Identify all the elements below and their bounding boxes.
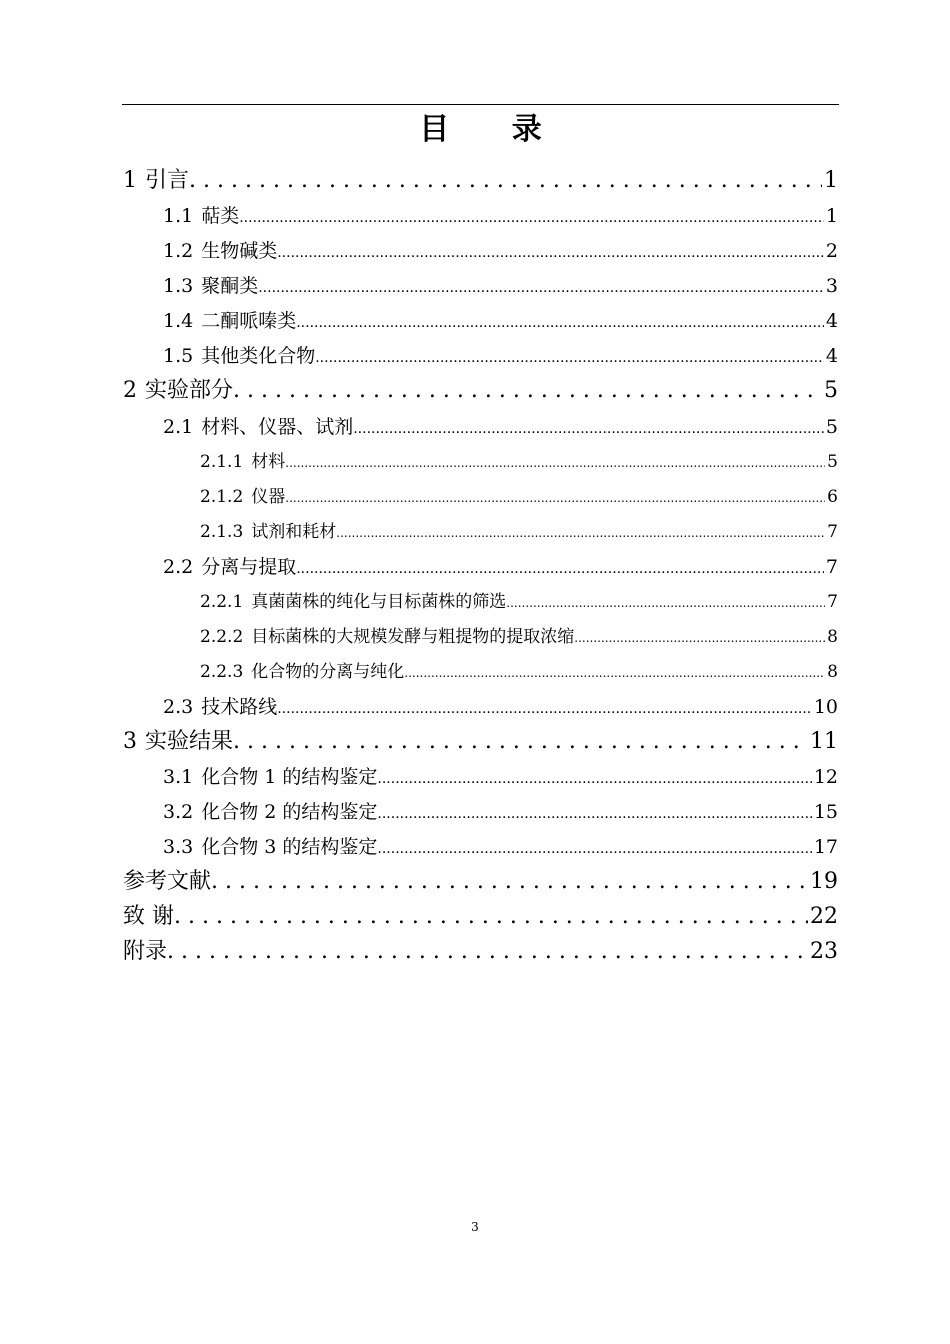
toc-entry-number: 2.3 <box>163 696 194 718</box>
toc-entry-label: 目标菌株的大规模发酵与粗提物的提取浓缩 <box>251 627 575 647</box>
toc-entry-label: 化合物的分离与纯化 <box>251 662 405 682</box>
toc-leader <box>377 796 811 830</box>
toc-entry-number: 2 <box>123 378 137 403</box>
toc-entry-number: 1.4 <box>163 310 194 332</box>
toc-leader <box>174 899 808 935</box>
toc-entry[interactable] <box>163 829 838 865</box>
toc-entry-label: 技术路线 <box>201 696 278 718</box>
toc-entry[interactable] <box>163 233 838 269</box>
toc-entry-page: 17 <box>813 836 838 858</box>
toc-entry-label: 实验结果 <box>145 729 234 754</box>
toc-entry-page: 5 <box>824 378 838 403</box>
toc-entry-label: 化合物 3 的结构鉴定 <box>201 836 378 858</box>
toc-entry[interactable] <box>123 373 838 409</box>
toc-entry[interactable] <box>163 303 838 339</box>
toc-entry-label: 真菌菌株的纯化与目标菌株的筛选 <box>251 592 507 612</box>
toc-leader <box>285 480 825 515</box>
toc-entry-label: 仪器 <box>251 487 286 507</box>
toc-entry[interactable] <box>163 549 838 585</box>
toc-entry-page: 2 <box>825 240 838 262</box>
toc-entry-number: 2.2 <box>163 556 194 578</box>
toc-entry-label: 附录 <box>123 939 168 964</box>
toc-leader <box>211 864 808 900</box>
toc-entry-number: 2.1.3 <box>200 522 244 542</box>
toc-entry-page: 1 <box>824 168 838 193</box>
toc-entry-page: 7 <box>825 556 838 578</box>
toc-entry-label: 材料、仪器、试剂 <box>201 416 354 438</box>
toc-entry-number: 2.2.2 <box>200 627 244 647</box>
toc-entry-number: 1.5 <box>163 345 194 367</box>
toc-entry[interactable] <box>200 514 838 550</box>
toc-entry-page: 22 <box>810 904 838 929</box>
toc-leader <box>233 724 808 760</box>
toc-entry-page: 8 <box>827 627 838 647</box>
toc-entry-number: 2.1 <box>163 416 194 438</box>
toc-entry[interactable] <box>163 198 838 234</box>
toc-entry-label: 其他类化合物 <box>201 345 316 367</box>
toc-entry-label: 生物碱类 <box>201 240 278 262</box>
toc-leader <box>353 411 824 445</box>
toc-entry[interactable] <box>123 724 838 760</box>
toc-entry-label: 二酮哌嗪类 <box>201 310 297 332</box>
toc-entry[interactable] <box>200 619 838 655</box>
toc-entry-page: 10 <box>813 696 838 718</box>
toc-entry-page: 12 <box>813 766 838 788</box>
toc-entry-number: 1.2 <box>163 240 194 262</box>
toc-leader <box>285 445 825 480</box>
toc-entry-page: 4 <box>825 310 838 332</box>
toc-entry-page: 15 <box>813 801 838 823</box>
toc-entry-number: 1 <box>123 168 137 193</box>
toc-leader <box>233 373 822 409</box>
toc-leader <box>167 934 808 970</box>
toc-entry-label: 致 谢 <box>123 904 174 929</box>
toc-entry-number: 3.1 <box>163 766 194 788</box>
toc-leader <box>189 163 822 199</box>
toc-leader <box>296 305 824 339</box>
toc-entry-page: 1 <box>825 205 838 227</box>
toc-entry-page: 5 <box>827 452 838 472</box>
toc-entry[interactable] <box>200 584 838 620</box>
toc-leader <box>336 515 825 550</box>
toc-entry[interactable] <box>200 444 838 480</box>
toc-entry-number: 3.2 <box>163 801 194 823</box>
toc-leader <box>377 831 811 865</box>
toc-entry-number: 2.1.2 <box>200 487 244 507</box>
toc-leader <box>258 270 824 304</box>
page-number: 3 <box>471 1220 479 1234</box>
toc-leader <box>296 551 824 585</box>
toc-entry-number: 3.3 <box>163 836 194 858</box>
toc-entry[interactable] <box>123 934 838 970</box>
toc-entry-page: 23 <box>810 939 838 964</box>
toc-entry-page: 4 <box>825 345 838 367</box>
toc-entry-label: 材料 <box>251 452 286 472</box>
toc-leader <box>404 655 825 690</box>
toc-leader <box>277 691 812 725</box>
toc-entry-number: 2.2.1 <box>200 592 244 612</box>
toc-leader <box>315 340 824 374</box>
toc-entry-label: 参考文献 <box>123 869 212 894</box>
toc-entry[interactable] <box>163 759 838 795</box>
toc-entry-number: 3 <box>123 729 137 754</box>
toc-entry-page: 8 <box>827 662 838 682</box>
toc-entry-number: 1.3 <box>163 275 194 297</box>
toc-entry[interactable] <box>123 864 838 900</box>
toc-entry[interactable] <box>123 899 838 935</box>
toc-entry-number: 2.2.3 <box>200 662 244 682</box>
toc-entry-label: 聚酮类 <box>201 275 259 297</box>
toc-entry[interactable] <box>200 479 838 515</box>
toc-entry-label: 试剂和耗材 <box>251 522 337 542</box>
toc-entry-label: 实验部分 <box>145 378 234 403</box>
toc-entry[interactable] <box>163 409 838 445</box>
toc-entry-label: 化合物 1 的结构鉴定 <box>201 766 378 788</box>
toc-leader <box>277 235 824 269</box>
toc-leader <box>377 761 811 795</box>
toc-entry-page: 7 <box>827 522 838 542</box>
toc-entry-label: 分离与提取 <box>201 556 297 578</box>
toc-leader <box>574 620 825 655</box>
toc-entry-page: 7 <box>827 592 838 612</box>
toc-entry[interactable] <box>163 689 838 725</box>
toc-entry-page: 5 <box>825 416 838 438</box>
toc-entry[interactable] <box>163 268 838 304</box>
toc-entry-label: 引言 <box>145 168 190 193</box>
toc-entry-label: 萜类 <box>201 205 240 227</box>
toc-entry-number: 1.1 <box>163 205 194 227</box>
toc-entry-page: 3 <box>825 275 838 297</box>
toc-entry-label: 化合物 2 的结构鉴定 <box>201 801 378 823</box>
toc-entry[interactable] <box>163 338 838 374</box>
toc-entry[interactable] <box>123 163 838 199</box>
toc-entry-page: 19 <box>810 869 838 894</box>
toc-leader <box>239 200 824 234</box>
toc-entry-number: 2.1.1 <box>200 452 244 472</box>
toc-entry-page: 11 <box>810 729 838 754</box>
toc-entry[interactable] <box>163 794 838 830</box>
page-title: 目 录 <box>419 112 568 147</box>
toc-leader <box>506 585 825 620</box>
toc-entry[interactable] <box>200 654 838 690</box>
toc-entry-page: 6 <box>827 487 838 507</box>
